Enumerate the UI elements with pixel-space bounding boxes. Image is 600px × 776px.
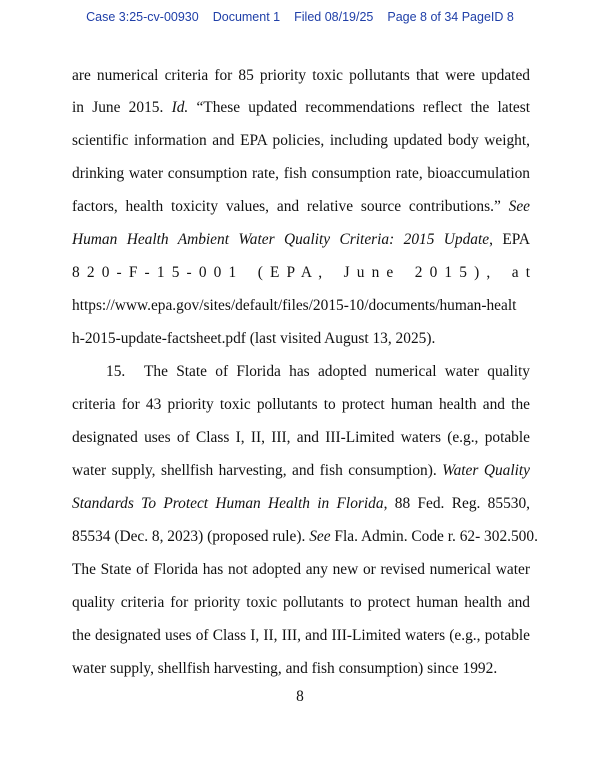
text-line: 85534 (Dec. 8, 2023) (proposed rule). See Fla. Admin. Code r. 62- 302.500. [72, 528, 538, 545]
page-number: 8 [296, 688, 304, 705]
text-line: designated uses of Class I, II, III, and III-Limited waters (e.g., potable [72, 429, 530, 446]
citation-line: 8 2 0 - F - 1 5 - 0 0 1 ( E P A , J u n e 2 0 1 5 ) , a t [72, 264, 530, 281]
page-id: Page 8 of 34 PageID 8 [387, 10, 514, 24]
case-number: Case 3:25-cv-00930 [86, 10, 199, 24]
case-header [0, 10, 600, 24]
text-line: are numerical criteria for 85 priority toxic pollutants that were updated [72, 67, 530, 84]
text-line: scientific information and EPA policies, including updated body weight, [72, 132, 530, 149]
text-line: Human Health Ambient Water Quality Criteria: 2015 Update, EPA [72, 231, 531, 248]
text-line: factors, health toxicity values, and relative source contributions.” See [72, 198, 530, 215]
document-number: Document 1 [212, 10, 281, 24]
text-line: quality criteria for priority toxic pollutants to protect human health and [72, 594, 530, 611]
text-line: Standards To Protect Human Health in Florida, 88 Fed. Reg. 85530, [72, 495, 531, 512]
paragraph-number: 15. [106, 363, 126, 380]
text-line: water supply, shellfish harvesting, and fish consumption). Water Quality [72, 462, 530, 479]
paragraph-15-start: 15. The State of Florida has adopted numerical water quality [106, 363, 530, 380]
text-line: in June 2015. Id. “These updated recommendations reflect the latest [72, 99, 531, 116]
url-line: https://www.epa.gov/sites/default/files/2015-10/documents/human-healt [72, 297, 517, 314]
text-line: water supply, shellfish harvesting, and fish consumption) since 1992. [72, 660, 498, 677]
text-line: drinking water consumption rate, fish consumption rate, bioaccumulation [72, 165, 530, 182]
text-line: the designated uses of Class I, II, III, and III-Limited waters (e.g., potable [72, 627, 530, 644]
url-line: h-2015-update-factsheet.pdf (last visited August 13, 2025). [72, 330, 436, 347]
text-line: criteria for 43 priority toxic pollutants to protect human health and the [72, 396, 530, 413]
text-line: The State of Florida has not adopted any new or revised numerical water [72, 561, 530, 578]
filed-date: Filed 08/19/25 [294, 10, 374, 24]
